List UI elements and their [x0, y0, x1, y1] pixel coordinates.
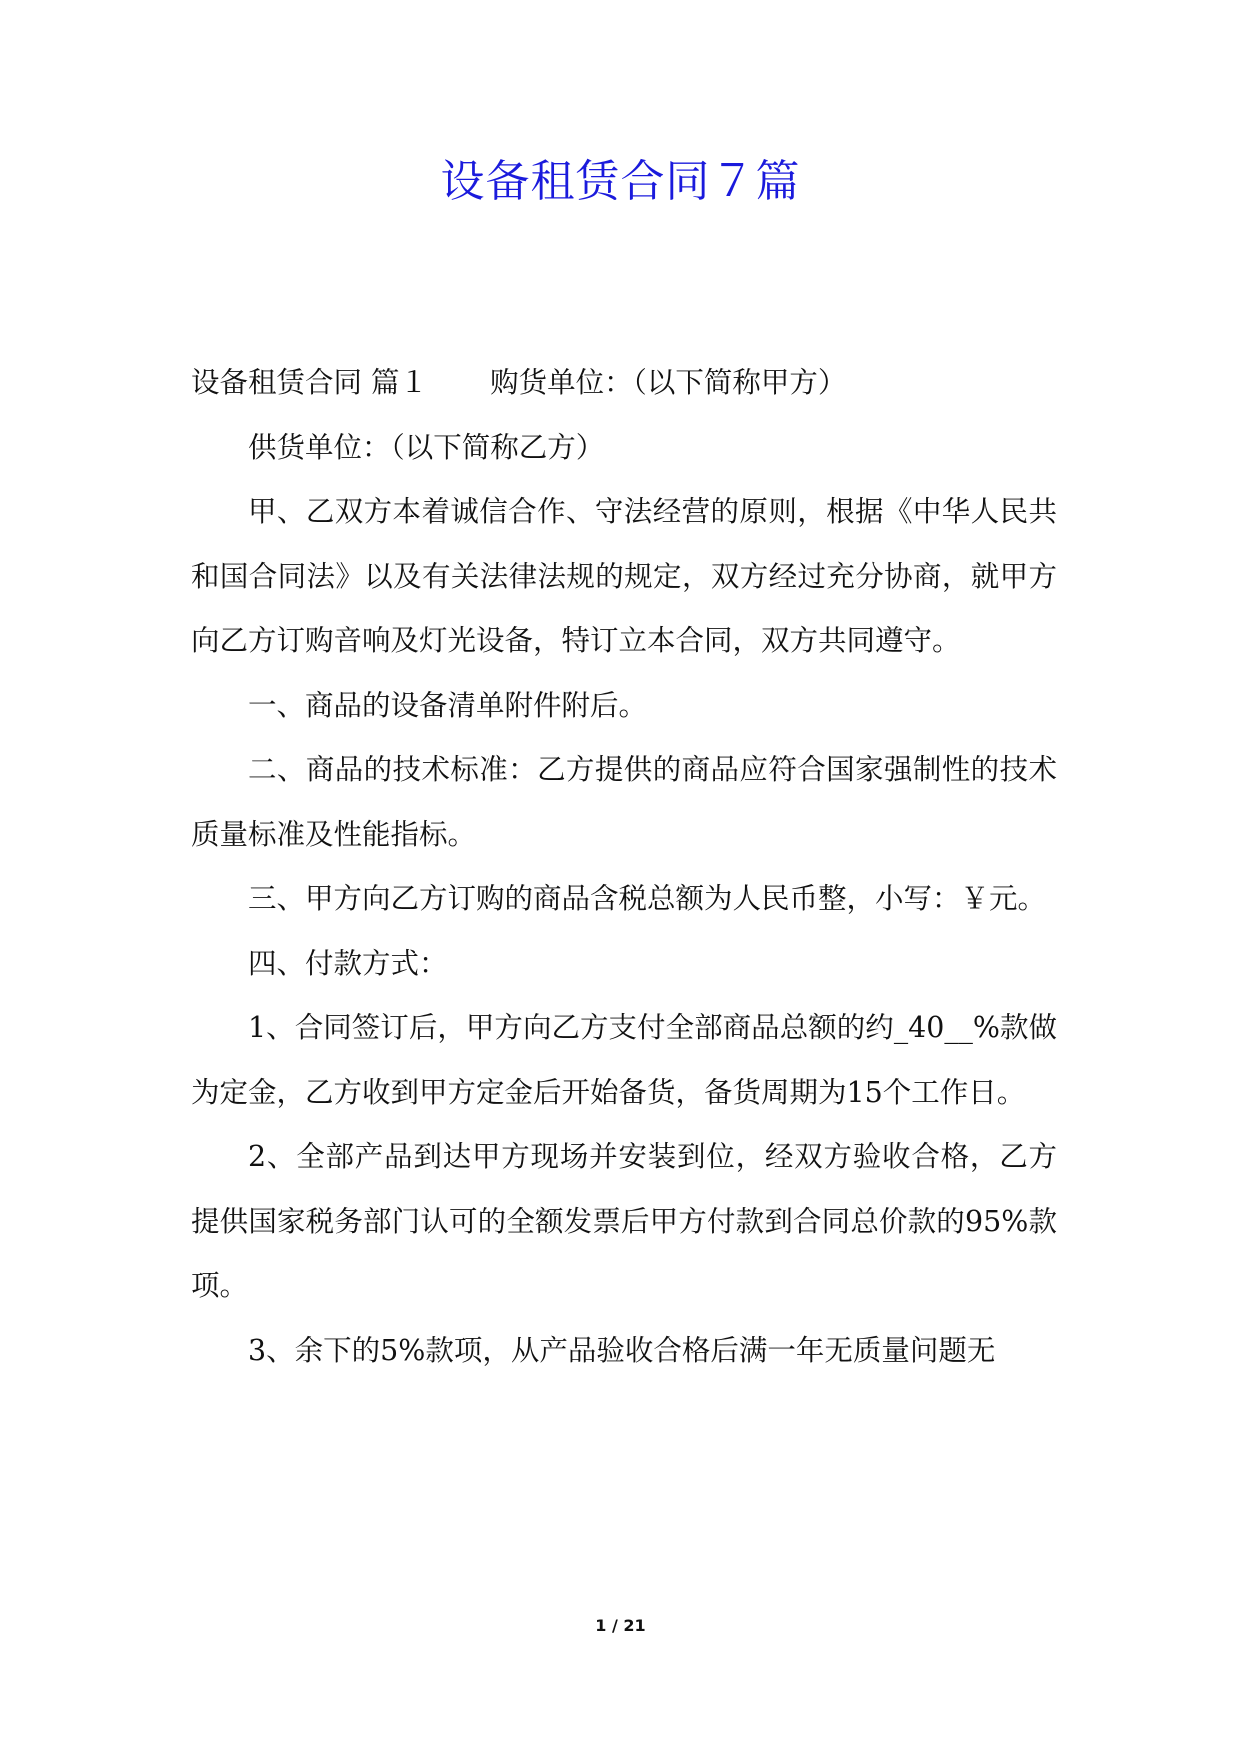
document-body — [191, 351, 1057, 1383]
buyer-line: 购货单位：（以下简称甲方） — [490, 366, 847, 399]
section-title: 设备租赁合同 篇１ — [191, 366, 429, 399]
heading-line — [191, 351, 1057, 416]
paragraph: 二、商品的技术标准：乙方提供的商品应符合国家强制性的技术质量标准及性能指标。 — [191, 753, 1057, 851]
document-title: 设备租赁合同７篇 — [440, 156, 801, 207]
paragraph: 供货单位：（以下简称乙方） — [248, 430, 605, 464]
paragraph: 四、付款方式： — [248, 946, 448, 980]
paragraph: 三、甲方向乙方订购的商品含税总额为人民币整，小写：￥元。 — [248, 882, 1047, 915]
paragraph: 1、合同签订后，甲方向乙方支付全部商品总额的约_40__%款做为定金，乙方收到甲方定金后开始备货，备货周期为15个工作日。 — [191, 1011, 1057, 1109]
paragraph: 3、余下的5%款项，从产品验收合格后满一年无质量问题无 — [248, 1333, 996, 1367]
paragraph: 2、全部产品到达甲方现场并安装到位，经双方验收合格，乙方提供国家税务部门认可的全额发票后甲方付款到合同总价款的95%款项。 — [191, 1140, 1057, 1302]
paragraph: 甲、乙双方本着诚信合作、守法经营的原则，根据《中华人民共和国合同法》以及有关法律法规的规定，双方经过充分协商，就甲方向乙方订购音响及灯光设备，特订立本合同，双方共同遵守。 — [191, 495, 1057, 657]
paragraph: 一、商品的设备清单附件附后。 — [248, 688, 648, 722]
page-number: 1 / 21 — [595, 1616, 646, 1635]
